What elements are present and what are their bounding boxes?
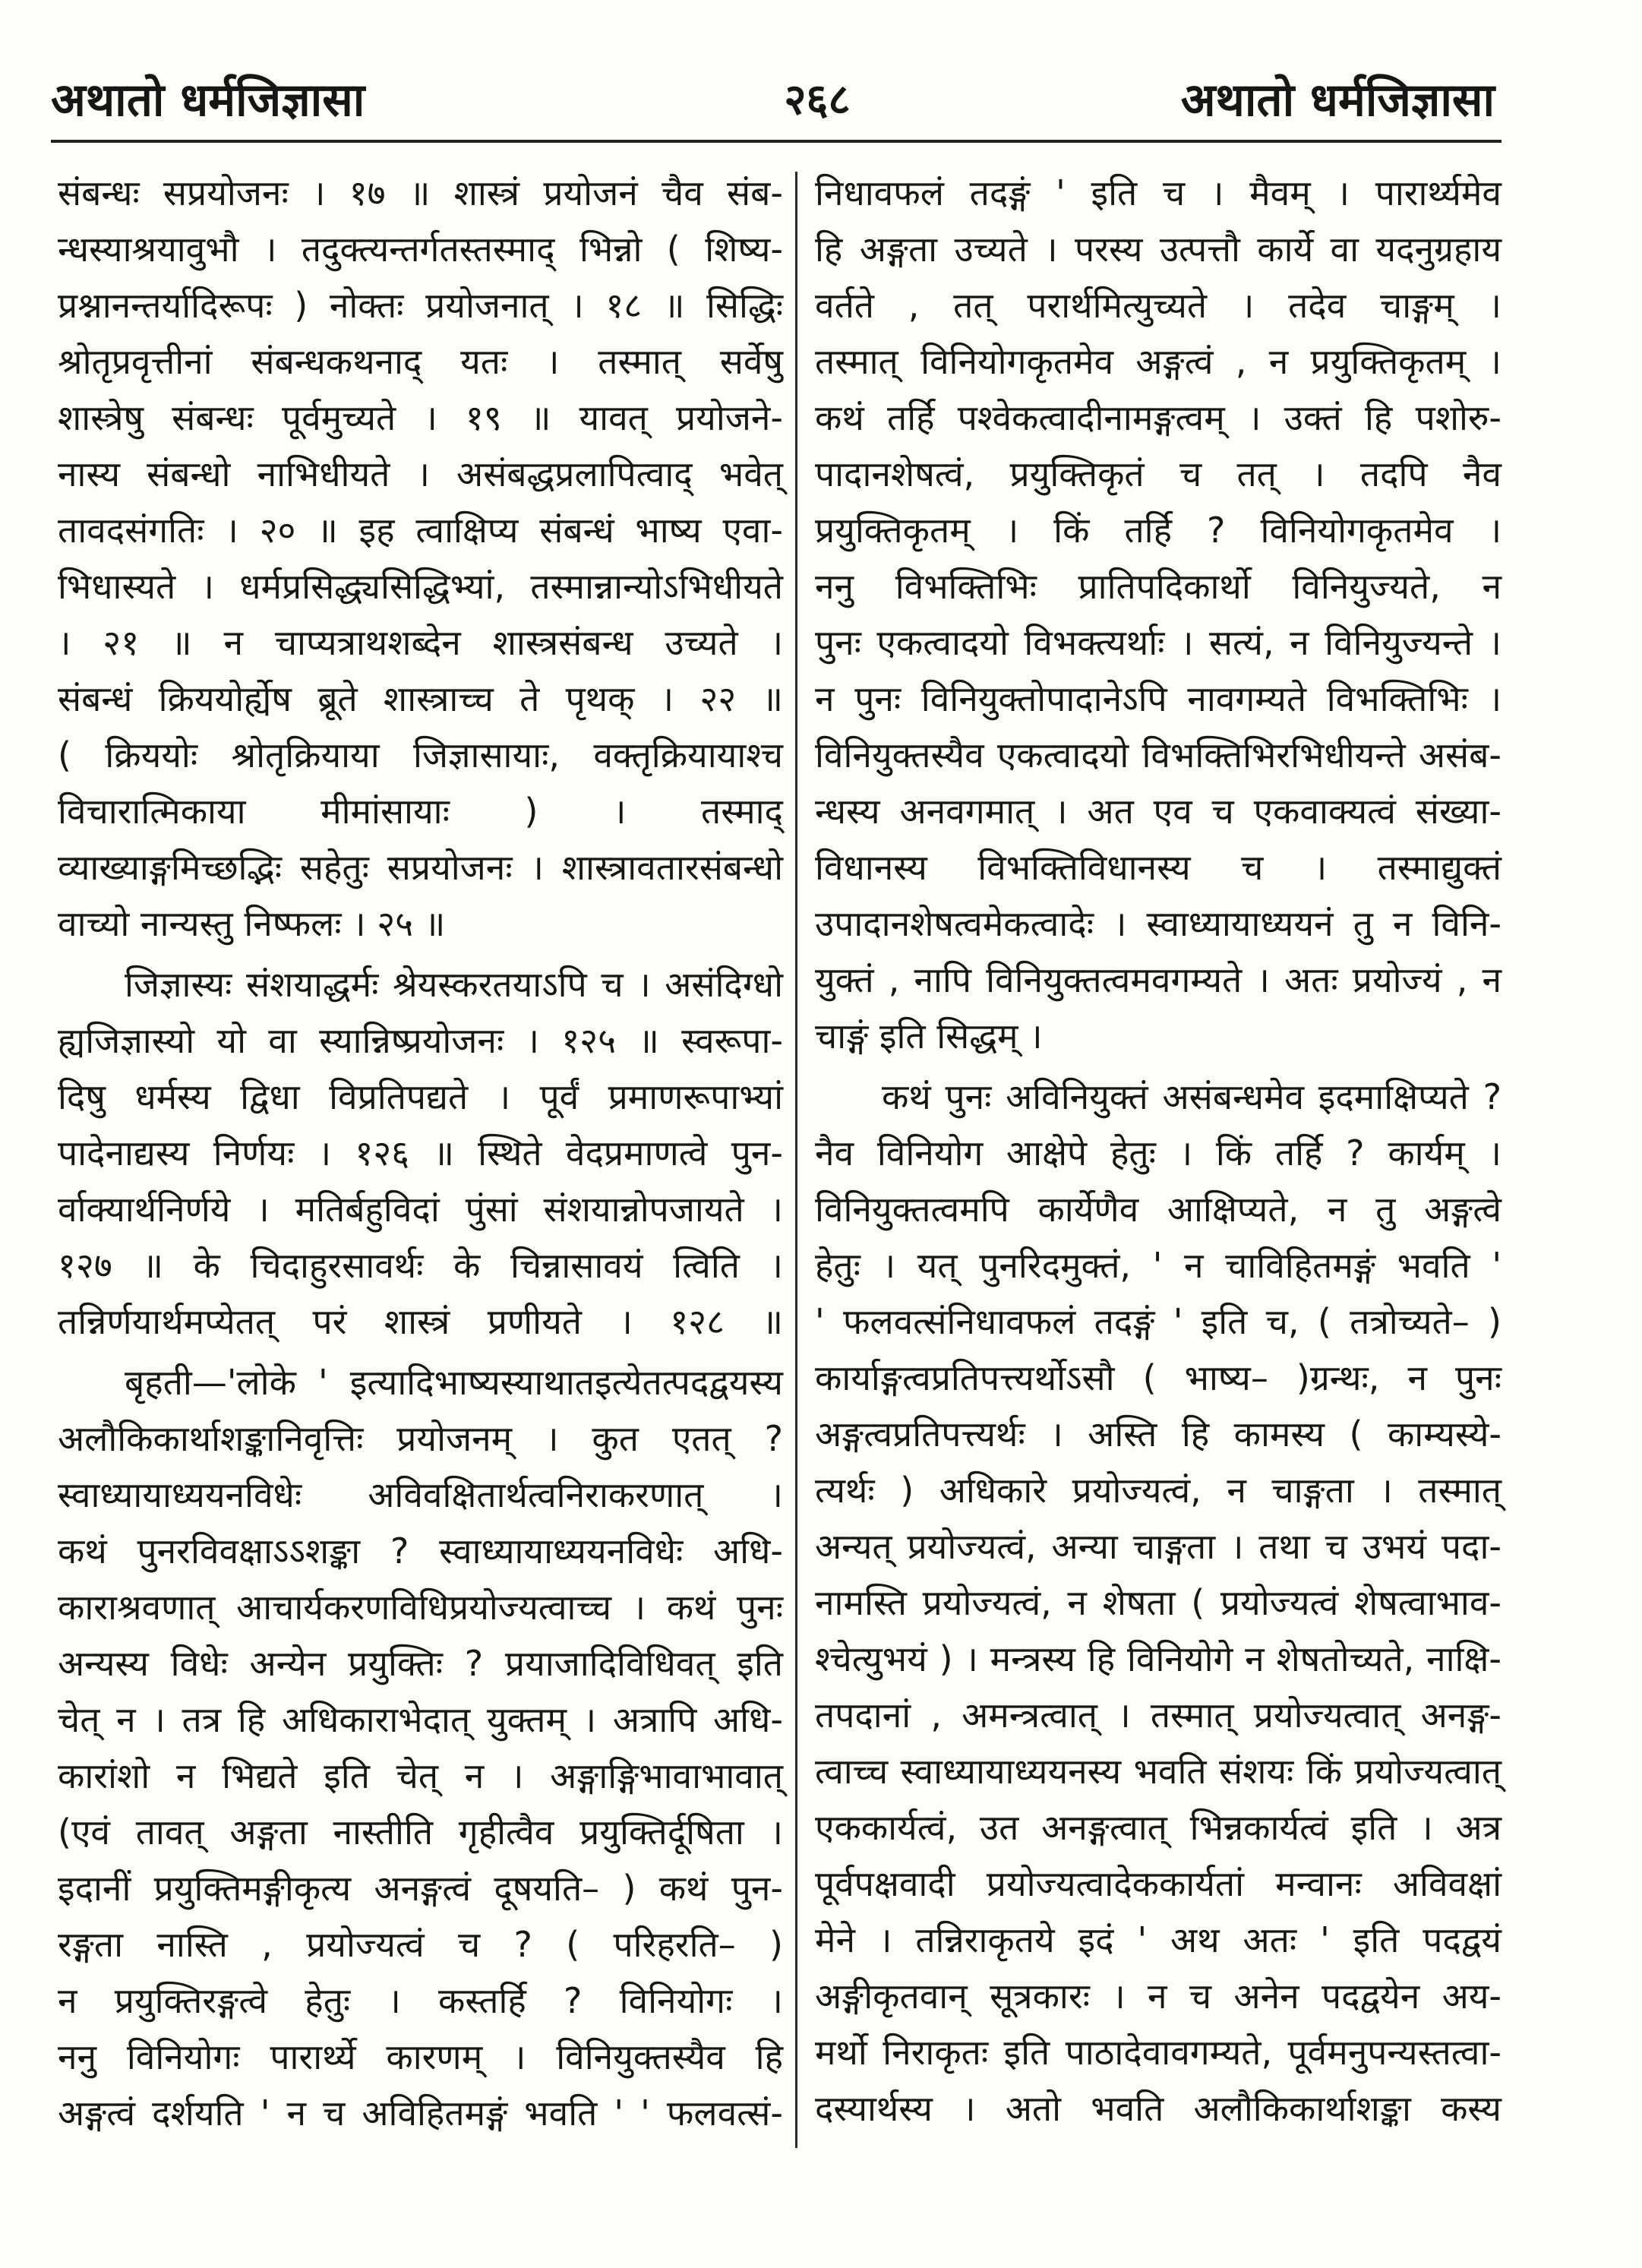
text-line: वर्तते , तत् परार्थमित्युच्यते । तदेव चाङ्गम् । [815, 285, 1501, 326]
text-line: भिधास्यते । धर्मप्रसिद्ध्यसिद्धिभ्यां, तस्मान्नान्योऽभिधीयते [58, 566, 783, 607]
text-line: नास्य संबन्धो नाभिधीयते । असंबद्धप्रलापित्वाद् भवेत् [58, 453, 783, 494]
paragraph [815, 1069, 1501, 2137]
running-head-left: अथातो धर्मजिज्ञासा [51, 74, 365, 127]
text-line: कथं तर्हि पश्वेकत्वादीनामङ्गत्वम् । उक्तं हि पशोरु- [815, 397, 1501, 438]
paragraph [58, 1354, 783, 2141]
text-line: बृहती—'लोके ' इत्यादिभाष्यस्याथातइत्येतत्पदद्वयस्य [125, 1362, 783, 1403]
text-line: चाङ्गं इति सिद्धम् । [815, 1016, 1043, 1057]
text-line: मर्थो निराकृतः इति पाठादेवावगम्यते, पूर्वमनुपन्यस्तत्वा- [815, 2032, 1501, 2073]
page-number: २६८ [784, 75, 851, 125]
text-line: न्धस्याश्रयावुभौ । तदुक्त्यन्तर्गतस्तस्माद् भिन्नो ( शिष्य- [58, 229, 783, 270]
text-line: इदानीं प्रयुक्तिमङ्गीकृत्य अनङ्गत्वं दूषयति– ) कथं पुन- [58, 1868, 783, 1909]
text-line: अन्यत् प्रयोज्यत्वं, अन्या चाङ्गता । तथा च उभयं पदा- [815, 1526, 1501, 1567]
text-line: ( क्रिययोः श्रोतृक्रियाया जिज्ञासायाः, वक्तृक्रियायाश्च [58, 734, 783, 775]
text-line: न्धस्य अनवगमात् । अत एव च एकवाक्यत्वं संख्या- [815, 791, 1501, 832]
text-line: स्वाध्यायाध्ययनविधेः अविवक्षितार्थत्वनिराकरणात् । [58, 1474, 783, 1515]
text-line: तस्मात् विनियोगकृतमेव अङ्गत्वं , न प्रयुक्तिकृतम् । [815, 341, 1501, 382]
text-line: काराश्रवणात् आचार्यकरणविधिप्रयोज्यत्वाच्च । कथं पुनः [58, 1587, 783, 1628]
paragraph [815, 165, 1501, 1064]
text-line: न पुनः विनियुक्तोपादानेऽपि नावगम्यते विभक्तिभिः । [815, 678, 1501, 719]
text-line: ननु विनियोगः पारार्थ्ये कारणम् । विनियुक्तस्यैव हि [58, 2036, 783, 2077]
text-line: न प्रयुक्तिरङ्गत्वे हेतुः । कस्तर्हि ? विनियोगः । [58, 1980, 783, 2021]
text-line: त्यर्थः ) अधिकारे प्रयोज्यत्वं, न चाङ्गता । तस्मात् [815, 1470, 1501, 1511]
text-line: ह्यजिज्ञास्यो यो वा स्यान्निष्प्रयोजनः । १२५ ॥ स्वरूपा- [58, 1020, 783, 1061]
text-line: चेत् न । तत्र हि अधिकाराभेदात् युक्तम् । अत्रापि अधि- [58, 1699, 783, 1740]
text-line: १२७ ॥ के चिदाहुरसावर्थः के चिन्नासावयं त्विति । [58, 1245, 783, 1286]
text-line: निधावफलं तदङ्गं ' इति च । मैवम् । पारार्थ्यमेव [815, 172, 1501, 213]
column-divider [795, 172, 797, 2148]
text-line: दस्यार्थस्य । अतो भवति अलौकिकार्थाशङ्का कस्य [815, 2088, 1501, 2129]
text-line: तपदानां , अमन्त्रत्वात् । तस्मात् प्रयोज्यत्वात् अनङ्ग- [815, 1695, 1501, 1736]
text-line: रङ्गता नास्ति , प्रयोज्यत्वं च ? ( परिहरति– ) [58, 1924, 783, 1965]
text-line: उपादानशेषत्वमेकत्वादेः । स्वाध्यायाध्ययनं तु न विनि- [815, 903, 1501, 944]
text-line: हेतुः । यत् पुनरिदमुक्तं, ' न चाविहितमङ्गं भवति ' [815, 1245, 1501, 1286]
text-line: विचारात्मिकाया मीमांसायाः ) । तस्माद् [58, 791, 783, 832]
text-line: दिषु धर्मस्य द्विधा विप्रतिपद्यते । पूर्वं प्रमाणरूपाभ्यां [58, 1076, 783, 1117]
paragraph [58, 956, 783, 1350]
text-line: पूर्वपक्षवादी प्रयोज्यत्वादेककार्यतां मन्वानः अविवक्षां [815, 1863, 1501, 1904]
text-line: कथं पुनरविवक्षाऽऽशङ्का ? स्वाध्यायाध्ययनविधेः अधि- [58, 1530, 783, 1571]
text-line: (एवं तावत् अङ्गता नास्तीति गृहीत्वैव प्रयुक्तिर्दूषिता । [58, 1812, 783, 1853]
text-line: मेने । तन्निराकृतये इदं ' अथ अतः ' इति पदद्वयं [815, 1919, 1501, 1960]
text-line: र्वाक्यार्थनिर्णये । मतिर्बहुविदां पुंसां संशयान्नोपजायते । [58, 1189, 783, 1230]
text-line: अङ्गत्वं दर्शयति ' न च अविहितमङ्गं भवति ' ' फलवत्सं- [58, 2093, 783, 2134]
text-line: वाच्यो नान्यस्तु निष्फलः । २५ ॥ [58, 903, 446, 944]
text-line: अङ्गीकृतवान् सूत्रकारः । न च अनेन पदद्वयेन अय- [815, 1976, 1501, 2017]
text-line: । २१ ॥ न चाप्यत्राथशब्देन शास्त्रसंबन्ध उच्यते । [58, 622, 783, 663]
text-line: संबन्धः सप्रयोजनः । १७ ॥ शास्त्रं प्रयोजनं चैव संब- [58, 172, 783, 213]
text-line: संबन्धं क्रिययोर्ह्येष ब्रूते शास्त्राच्च ते पृथक् । २२ ॥ [58, 678, 783, 719]
text-line: जिज्ञास्यः संशयाद्धर्मः श्रेयस्करतयाऽपि च । असंदिग्धो [125, 964, 783, 1005]
header-rule [51, 140, 1501, 143]
running-head-right: अथातो धर्मजिज्ञासा [1180, 74, 1495, 127]
text-line: श्रोतृप्रवृत्तीनां संबन्धकथनाद् यतः । तस्मात् सर्वेषु [58, 341, 783, 382]
text-line: युक्तं , नापि विनियुक्तत्वमवगम्यते । अतः प्रयोज्यं , न [815, 959, 1501, 1000]
text-line: अन्यस्य विधेः अन्येन प्रयुक्तिः ? प्रयाजादिविधिवत् इति [58, 1643, 783, 1684]
text-line: शास्त्रेषु संबन्धः पूर्वमुच्यते । १९ ॥ यावत् प्रयोजने- [58, 397, 783, 438]
text-line: ' फलवत्संनिधावफलं तदङ्गं ' इति च, ( तत्रोच्यते– ) [815, 1301, 1501, 1342]
text-line: ननु विभक्तिभिः प्रातिपदिकार्थो विनियुज्यते, न [815, 566, 1501, 607]
right-column [815, 165, 1501, 2137]
left-column [58, 165, 783, 2141]
text-line: हि अङ्गता उच्यते । परस्य उत्पत्तौ कार्ये वा यदनुग्रहाय [815, 229, 1501, 270]
text-line: प्रश्नानन्तर्यादिरूपः ) नोक्तः प्रयोजनात् । १८ ॥ सिद्धिः [58, 285, 783, 326]
text-line: व्याख्याङ्गमिच्छद्भिः सहेतुः सप्रयोजनः । शास्त्रावतारसंबन्धो [58, 847, 783, 888]
text-line: प्रयुक्तिकृतम् । किं तर्हि ? विनियोगकृतमेव । [815, 510, 1501, 551]
text-line: विनियुक्तत्वमपि कार्येणैव आक्षिप्यते, न तु अङ्गत्वे [815, 1189, 1501, 1230]
text-line: कारांशो न भिद्यते इति चेत् न । अङ्गाङ्गिभावाभावात् [58, 1755, 783, 1796]
text-line: तावदसंगतिः । २० ॥ इह त्वाक्षिप्य संबन्धं भाष्य एवा- [58, 510, 783, 551]
text-line: नामस्ति प्रयोज्यत्वं, न शेषता ( प्रयोज्यत्वं शेषत्वाभाव- [815, 1582, 1501, 1623]
text-line: एककार्यत्वं, उत अनङ्गत्वात् भिन्नकार्यत्वं इति । अत्र [815, 1807, 1501, 1848]
text-line: पादानशेषत्वं, प्रयुक्तिकृतं च तत् । तदपि नैव [815, 453, 1501, 494]
text-line: तन्निर्णयार्थमप्येतत् परं शास्त्रं प्रणीयते । १२८ ॥ [58, 1301, 783, 1342]
paragraph [58, 165, 783, 952]
text-line: कार्याङ्गत्वप्रतिपत्त्यर्थोऽसौ ( भाष्य– )ग्रन्थः, न पुनः [815, 1357, 1501, 1398]
text-line: त्वाच्च स्वाध्यायाध्ययनस्य भवति संशयः किं प्रयोज्यत्वात् [815, 1751, 1501, 1792]
text-line: पुनः एकत्वादयो विभक्त्यर्थाः । सत्यं, न विनियुज्यन्ते । [815, 622, 1501, 663]
text-line: कथं पुनः अविनियुक्तं असंबन्धमेव इदमाक्षिप्यते ? [882, 1076, 1501, 1117]
text-line: श्चेत्युभयं ) । मन्त्रस्य हि विनियोगे न शेषतोच्यते, नाक्षि- [815, 1638, 1501, 1679]
text-line: विनियुक्तस्यैव एकत्वादयो विभक्तिभिरभिधीयन्ते असंब- [815, 734, 1501, 775]
text-line: पादेनाद्यस्य निर्णयः । १२६ ॥ स्थिते वेदप्रमाणत्वे पुन- [58, 1132, 783, 1173]
text-line: अङ्गत्वप्रतिपत्त्यर्थः । अस्ति हि कामस्य ( काम्यस्ये- [815, 1414, 1501, 1455]
text-line: नैव विनियोग आक्षेपे हेतुः । किं तर्हि ? कार्यम् । [815, 1132, 1501, 1173]
text-line: विधानस्य विभक्तिविधानस्य च । तस्माद्युक्तं [815, 847, 1501, 888]
text-line: अलौकिकार्थाशङ्कानिवृत्तिः प्रयोजनम् । कुत एतत् ? [58, 1418, 783, 1459]
